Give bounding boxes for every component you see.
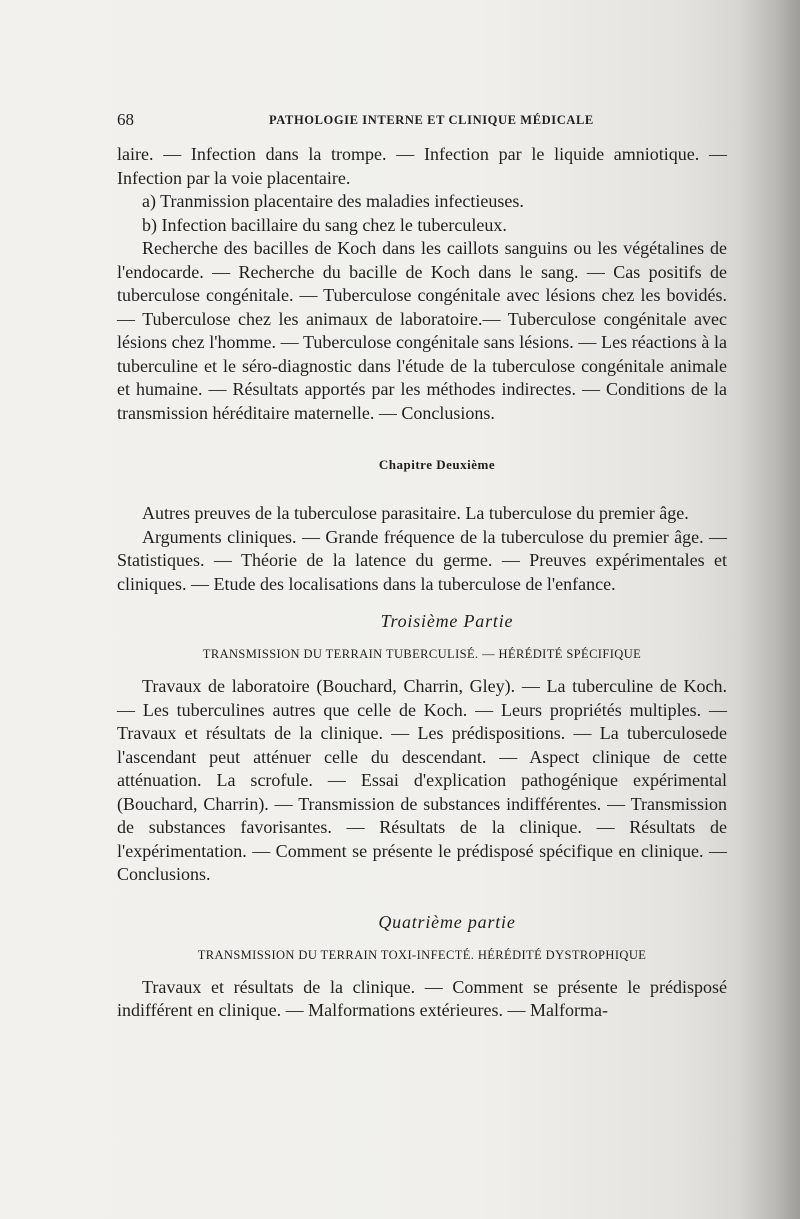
page-gutter-shadow — [740, 0, 800, 1219]
paragraph: a) Tranmission placentaire des maladies infectieuses. — [142, 191, 524, 211]
part-subtitle: TRANSMISSION DU TERRAIN TOXI-INFECTÉ. HÉRÉDITÉ DYSTROPHIQUE — [197, 947, 647, 962]
page-body — [117, 143, 727, 1023]
part-title: Quatrième partie — [378, 911, 516, 932]
spacer — [117, 887, 727, 897]
page-header — [117, 110, 727, 132]
paragraph: Recherche des bacilles de Koch dans les caillots sanguins ou les végétalines de l'endocarde. — Recherche du bacille de Koch dans le sang. — Cas positifs de tuberculose congénitale. — Tuberculose congénitale avec lésions chez les bovidés.— Tuberculose chez les animaux de laboratoire.— Tuberculose congénitale avec lésions chez l'homme. — Tuberculose congénitale sans lésions. — Les réactions à la tuberculine et le séro-diagnostic dans l'étude de la tuberculose congénitale animale et humaine. — Résultats apportés par les méthodes indirectes. — Conditions de la transmission héréditaire maternelle. — Conclusions. — [117, 238, 727, 423]
paragraph: Travaux de laboratoire (Bouchard, Charrin, Gley). — La tuberculine de Koch. — Les tuberculines autres que celle de Koch. — Leurs propriétés multiples. — Travaux et résultats de la clinique. — Les prédispositions. — La tuberculosede l'ascendant peut atténuer celle du descendant. — Aspect clinique de cette atténuation. La scrofule. — Essai d'explication pathogénique expérimental (Bouchard, Charrin). — Transmission de substances indifférentes. — Transmission de substances favorisantes. — Résultats de la clinique. — Résultats de l'expérimentation. — Comment se présente le prédisposé spécifique en clinique. — Conclusions. — [117, 676, 727, 884]
part-title: Troisième Partie — [380, 611, 514, 631]
paragraph: Arguments cliniques. — Grande fréquence de la tuberculose du premier âge. — Statistiques. — Théorie de la latence du germe. — Preuves expérimentales et cliniques. — Etude des localisations dans la tuberculose de l'enfance. — [117, 526, 727, 594]
running-head: PATHOLOGIE INTERNE ET CLINIQUE MÉDICALE — [269, 113, 594, 127]
paragraph: b) Infection bacillaire du sang chez le tuberculeux. — [142, 214, 507, 235]
paragraph: Autres preuves de la tuberculose parasitaire. La tuberculose du premier âge. — [142, 503, 689, 523]
page-number: 68 — [117, 110, 134, 129]
paragraph: laire. — Infection dans la trompe. — Infection par le liquide amniotique. — Infection par la voie placentaire. — [117, 144, 727, 188]
part-subtitle: TRANSMISSION DU TERRAIN TUBERCULISÉ. — HÉRÉDITÉ SPÉCIFIQUE — [202, 647, 642, 661]
chapter-heading: Chapitre Deuxième — [378, 457, 496, 472]
paragraph: Travaux et résultats de la clinique. — Comment se présente le prédisposé indifférent en clinique. — Malformations extérieures. — Malforma- — [117, 976, 727, 1020]
